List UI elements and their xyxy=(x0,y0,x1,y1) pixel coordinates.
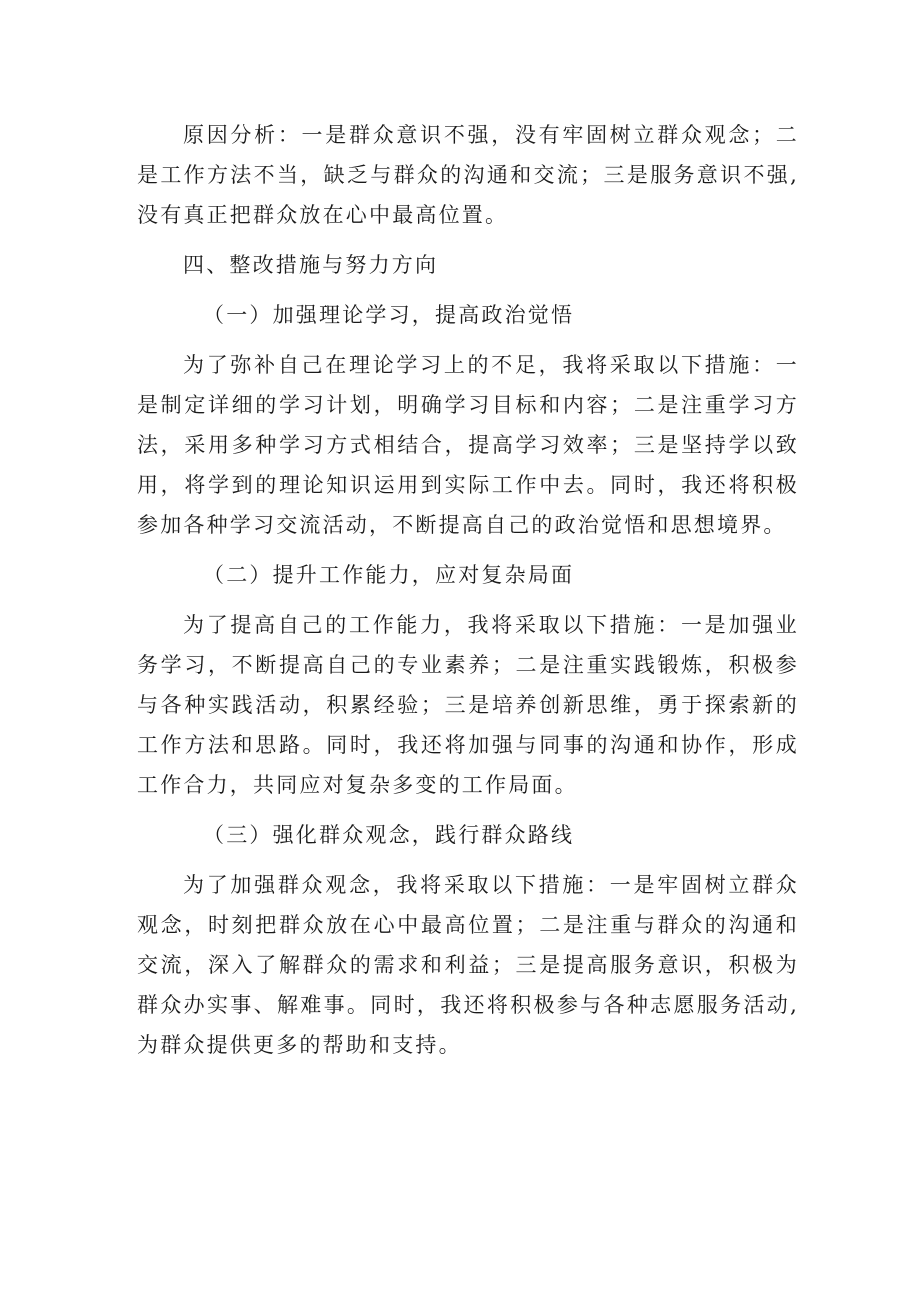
paragraph-theory-study: 为了弥补自己在理论学习上的不足，我将采取以下措施：一是制定详细的学习计划，明确学习目标和内容；二是注重学习方法，采用多种学习方式相结合，提高学习效率；三是坚持学以致用，将学到的理论知识运用到实际工作中去。同时，我还将积极参加各种学习交流活动，不断提高自己的政治觉悟和思想境界。 xyxy=(137,353,799,537)
paragraph-cause-analysis: 原因分析：一是群众意识不强，没有牢固树立群众观念；二是工作方法不当，缺乏与群众的沟通和交流；三是服务意识不强,没有真正把群众放在心中最高位置。 xyxy=(137,123,799,227)
document-body xyxy=(137,115,799,1065)
section-heading-rectification: 四、整改措施与努力方向 xyxy=(183,253,439,277)
subheading-mass-line: （三）强化群众观念，践行群众路线 xyxy=(203,823,575,847)
paragraph-mass-line: 为了加强群众观念，我将采取以下措施：一是牢固树立群众观念，时刻把群众放在心中最高位置；二是注重与群众的沟通和交流，深入了解群众的需求和利益；三是提高服务意识，积极为群众办实事、解难事。同时，我还将积极参与各种志愿服务活动,为群众提供更多的帮助和支持。 xyxy=(137,873,799,1057)
subheading-theory-study: （一）加强理论学习，提高政治觉悟 xyxy=(203,303,575,327)
paragraph-work-ability: 为了提高自己的工作能力，我将采取以下措施：一是加强业务学习，不断提高自己的专业素养；二是注重实践锻炼，积极参与各种实践活动，积累经验；三是培养创新思维，勇于探索新的工作方法和思路。同时，我还将加强与同事的沟通和协作，形成工作合力，共同应对复杂多变的工作局面。 xyxy=(137,613,799,797)
subheading-work-ability: （二）提升工作能力，应对复杂局面 xyxy=(203,563,575,587)
